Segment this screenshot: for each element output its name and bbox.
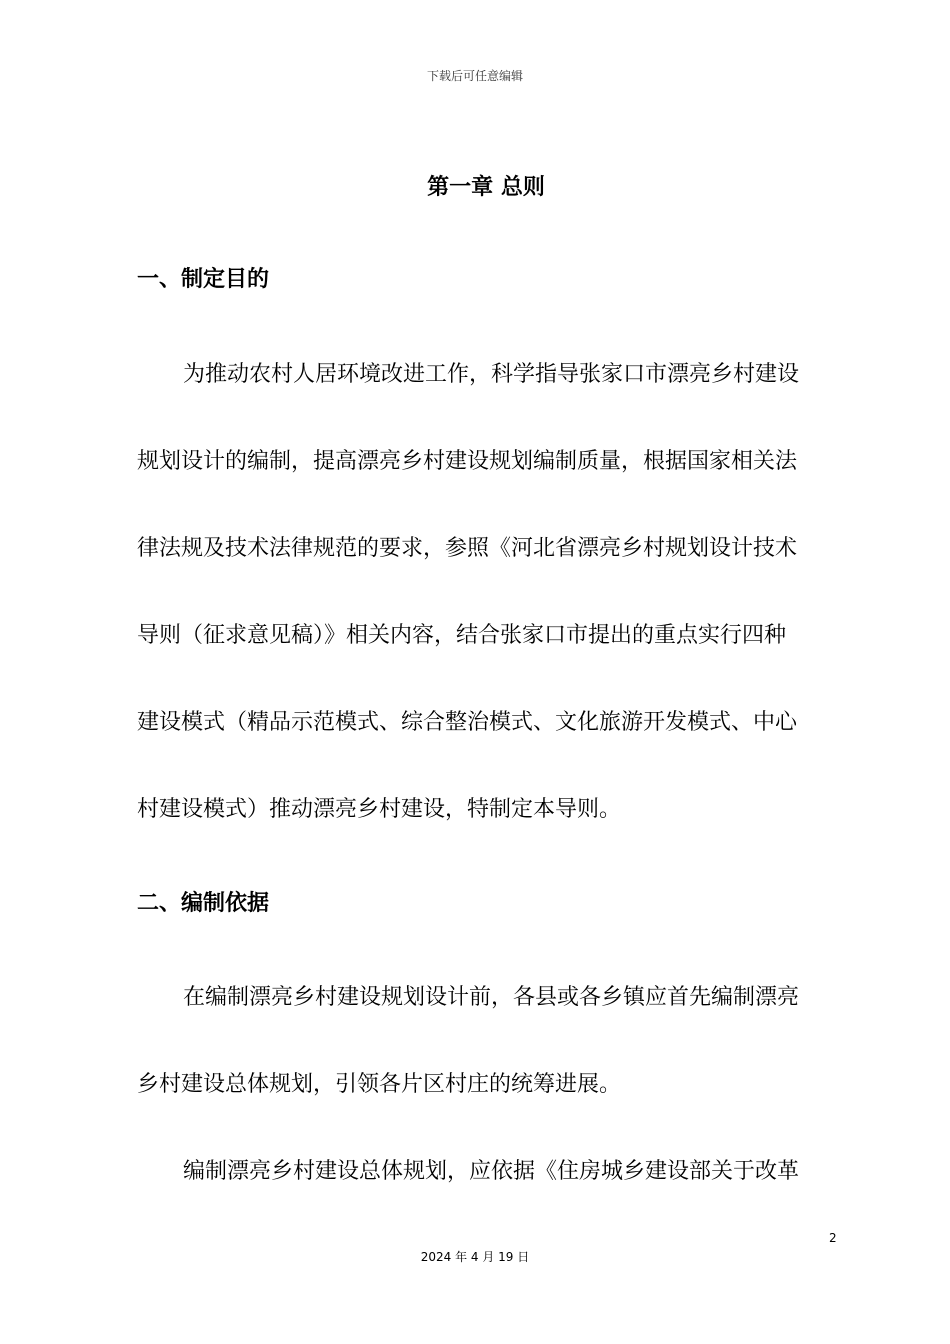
chapter-title: 第一章 总则 [427,175,545,200]
paragraph-line: 律法规及技术法律规范的要求，参照《河北省漂亮乡村规划设计技术 [137,536,798,561]
footer-date: 2024 年 4 月 19 日 [420,1250,530,1264]
section-heading: 二、编制依据 [137,891,270,916]
paragraph-line: 导则（征求意见稿）》相关内容，结合张家口市提出的重点实行四种 [137,623,787,648]
section-heading: 一、制定目的 [137,267,270,292]
paragraph-line: 在编制漂亮乡村建设规划设计前，各县或各乡镇应首先编制漂亮 [183,985,800,1010]
paragraph-line: 规划设计的编制，提高漂亮乡村建设规划编制质量，根据国家相关法 [137,449,798,474]
paragraph-line: 为推动农村人居环境改进工作，科学指导张家口市漂亮乡村建设 [183,362,800,387]
paragraph-line: 乡村建设总体规划，引领各片区村庄的统筹进展。 [137,1072,622,1097]
paragraph-line: 建设模式（精品示范模式、综合整治模式、文化旅游开发模式、中心 [137,710,798,735]
paragraph-line: 编制漂亮乡村建设总体规划，应依据《住房城乡建设部关于改革 [183,1159,800,1184]
page-header-note: 下载后可任意编辑 [426,69,523,83]
paragraph-line: 村建设模式）推动漂亮乡村建设，特制定本导则。 [137,797,622,822]
page-number: 2 [829,1231,837,1245]
